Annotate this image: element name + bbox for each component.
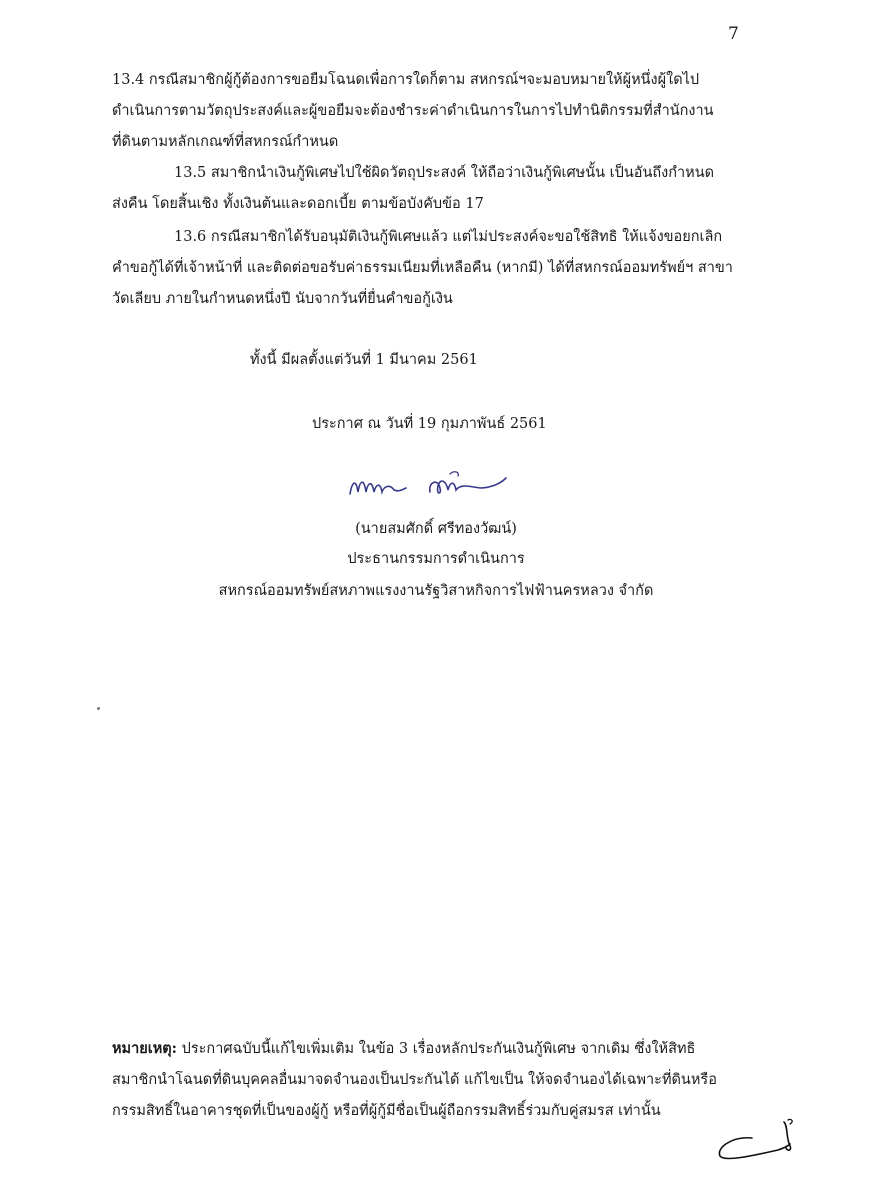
clause-13-5-line: ส่งคืน โดยสิ้นเชิง ทั้งเงินต้นและดอกเบี้ย ตามข้อบังคับข้อ 17 xyxy=(112,196,484,212)
clause-13-4-line: 13.4 กรณีสมาชิกผู้กู้ต้องการขอยืมโฉนดเพื่อการใดก็ตาม สหกรณ์ฯจะมอบหมายให้ผู้หนึ่งผู้ใดไป xyxy=(112,72,700,88)
note-line xyxy=(112,1033,772,1065)
note-label: หมายเหตุ: xyxy=(112,1040,178,1057)
effective-date: ทั้งนี้ มีผลตั้งแต่วันที่ 1 มีนาคม 2561 xyxy=(250,352,478,368)
scan-speck xyxy=(97,707,100,710)
note-section xyxy=(112,1033,772,1127)
note-line: สมาชิกนำโฉนดที่ดินบุคคลอื่นมาจดจำนองเป็นประกันได้ แก้ไขเป็น ให้จดจำนองได้เฉพาะที่ดินหรือ xyxy=(112,1072,717,1088)
clause-13-6 xyxy=(112,222,760,315)
clause-13-5-line: 13.5 สมาชิกนำเงินกู้พิเศษไปใช้ผิดวัตถุประสงค์ ให้ถือว่าเงินกู้พิเศษนั้น เป็นอันถึงกำหนด xyxy=(174,165,715,181)
clause-13-4-line: ดำเนินการตามวัตถุประสงค์และผู้ขอยืมจะต้องชำระค่าดำเนินการในการไปทำนิติกรรมที่สำนักงาน xyxy=(112,103,714,119)
clause-13-4-line: ที่ดินตามหลักเกณฑ์ที่สหกรณ์กำหนด xyxy=(112,134,339,150)
note-text: ประกาศฉบับนี้แก้ไขเพิ่มเติม ในข้อ 3 เรื่องหลักประกันเงินกู้พิเศษ จากเดิม ซึ่งให้สิทธิ xyxy=(177,1041,696,1057)
signatory-name: (นายสมศักดิ์ ศรีทองวัฒน์) xyxy=(355,521,517,537)
note-line: กรรมสิทธิ์ในอาคารชุดที่เป็นของผู้กู้ หรือที่ผู้กู้มีชื่อเป็นผู้ถือกรรมสิทธิ์ร่วมกับคู่สมรส เท่านั้น xyxy=(112,1103,661,1119)
signature-image xyxy=(340,464,520,508)
clause-13-4 xyxy=(112,65,760,158)
signatory-organization: สหกรณ์ออมทรัพย์สหภาพแรงงานรัฐวิสาหกิจการไฟฟ้านครหลวง จำกัด xyxy=(218,583,654,599)
clause-13-6-line: วัดเลียบ ภายในกำหนดหนึ่งปี นับจากวันที่ยื่นคำขอกู้เงิน xyxy=(112,291,453,307)
signatory-position: ประธานกรรมการดำเนินการ xyxy=(347,551,525,567)
initials-mark xyxy=(712,1116,802,1168)
clause-13-6-line: 13.6 กรณีสมาชิกได้รับอนุมัติเงินกู้พิเศษแล้ว แต่ไม่ประสงค์จะขอใช้สิทธิ ให้แจ้งขอยกเลิก xyxy=(174,229,723,245)
clause-13-5 xyxy=(112,158,760,220)
page-number: 7 xyxy=(728,24,739,44)
announced-date: ประกาศ ณ วันที่ 19 กุมภาพันธ์ 2561 xyxy=(312,416,547,432)
clause-13-6-line: คำขอกู้ได้ที่เจ้าหน้าที่ และติดต่อขอรับค่าธรรมเนียมที่เหลือคืน (หากมี) ได้ที่สหกรณ์ออมทรัพย์ฯ สาขา xyxy=(112,260,733,276)
